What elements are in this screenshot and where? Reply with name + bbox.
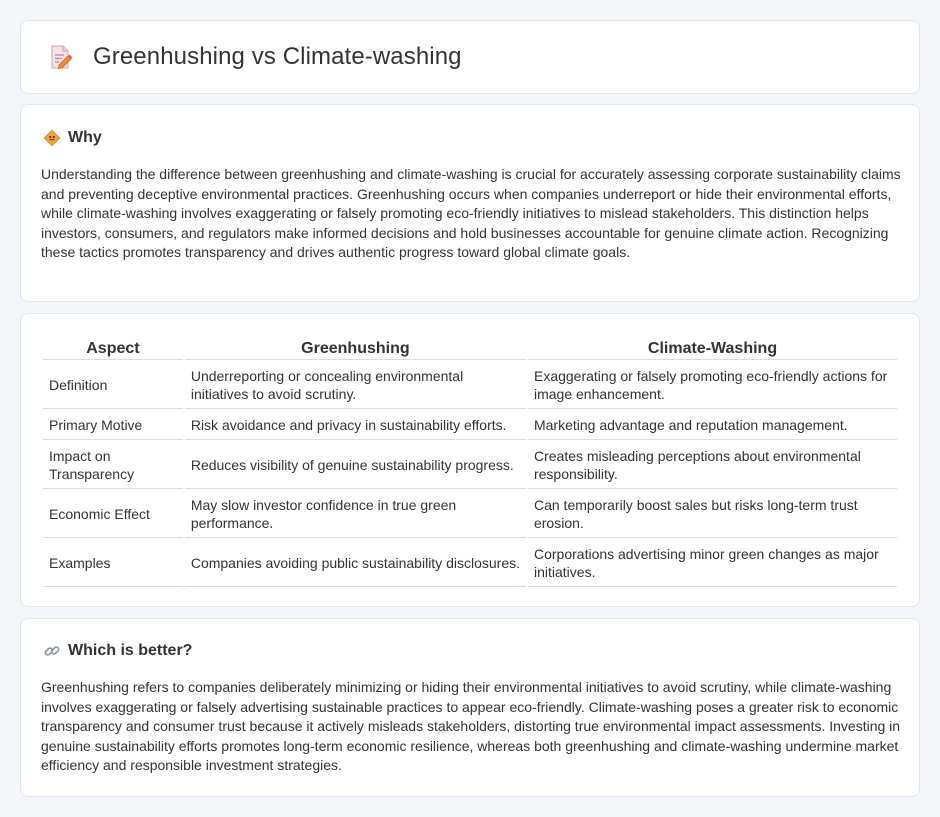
comparison-section — [20, 313, 920, 607]
cell-climate-washing: Creates misleading perceptions about environmental responsibility. — [528, 442, 897, 489]
cell-greenhushing: Reduces visibility of genuine sustainability progress. — [185, 442, 526, 489]
page-title: Greenhushing vs Climate-washing — [93, 43, 462, 70]
cell-aspect: Impact on Transparency — [43, 442, 183, 489]
better-title: Which is better? — [68, 642, 193, 659]
header-aspect: Aspect — [43, 337, 183, 360]
link-icon — [43, 642, 61, 660]
cell-climate-washing: Corporations advertising minor green changes as major initiatives. — [528, 540, 897, 587]
cell-climate-washing: Exaggerating or falsely promoting eco-friendly actions for image enhancement. — [528, 362, 897, 409]
table-row — [43, 362, 897, 409]
why-heading — [43, 129, 102, 147]
document-pencil-icon — [47, 44, 73, 70]
table-row — [43, 540, 897, 587]
header-climate-washing: Climate-Washing — [528, 337, 897, 360]
cell-greenhushing: Underreporting or concealing environmental initiatives to avoid scrutiny. — [185, 362, 526, 409]
table-row — [43, 442, 897, 489]
table-row — [43, 491, 897, 538]
cell-aspect: Examples — [43, 540, 183, 587]
header-greenhushing: Greenhushing — [185, 337, 526, 360]
cell-greenhushing: Companies avoiding public sustainability disclosures. — [185, 540, 526, 587]
cell-aspect: Definition — [43, 362, 183, 409]
why-paragraph: Understanding the difference between greenhushing and climate-washing is crucial for accurately assessing corporate sustainability claims and preventing deceptive environmental practices. Greenhushing occurs when companies underreport or hide their environmental efforts, while climate-washing involves exaggerating or falsely promoting eco-friendly initiatives to mislead stakeholders. This distinction helps investors, consumers, and regulators make informed decisions and hold businesses accountable for genuine climate action. Recognizing these tactics promotes transparency and drives authentic progress toward global climate goals. — [41, 166, 901, 261]
cell-aspect: Economic Effect — [43, 491, 183, 538]
cell-climate-washing: Can temporarily boost sales but risks long-term trust erosion. — [528, 491, 897, 538]
diamond-sign-icon — [43, 129, 61, 147]
better-heading — [43, 642, 192, 660]
cell-greenhushing: Risk avoidance and privacy in sustainability efforts. — [185, 411, 526, 440]
better-paragraph: Greenhushing refers to companies deliberately minimizing or hiding their environmental initiatives to avoid scrutiny, while climate-washing involves exaggerating or falsely advertising sustainable practices to appear eco-friendly. Climate-washing poses a greater risk to economic transparency and consumer trust because it actively misleads stakeholders, distorting true environmental impact assessments. Investing in genuine sustainability efforts promotes long-term economic resilience, whereas both greenhushing and climate-washing undermine market efficiency and responsible investment strategies. — [41, 679, 901, 774]
why-title: Why — [68, 129, 102, 146]
table-row — [43, 411, 897, 440]
cell-greenhushing: May slow investor confidence in true green performance. — [185, 491, 526, 538]
cell-climate-washing: Marketing advantage and reputation management. — [528, 411, 897, 440]
cell-aspect: Primary Motive — [43, 411, 183, 440]
which-is-better-section — [20, 618, 920, 797]
comparison-table — [41, 335, 899, 589]
table-header-row — [43, 337, 897, 360]
why-section — [20, 104, 920, 302]
header-card — [20, 20, 920, 94]
